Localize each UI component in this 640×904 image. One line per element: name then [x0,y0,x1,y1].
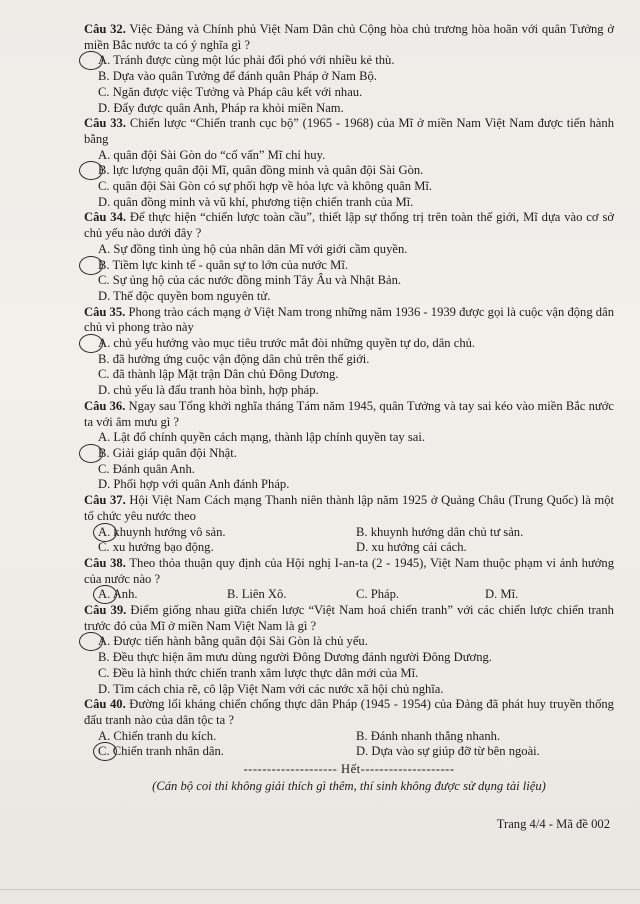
option-c: C. Sự ủng hộ của các nước đồng minh Tây Âu và Nhật Bản. [98,273,402,288]
question-number: Câu 35. [84,304,126,319]
option-a: A. Tránh được cùng một lúc phải đối phó với nhiều kẻ thù. [84,53,614,69]
option-b: B. Đều thực hiện âm mưu dùng người Đông Dương đánh người Đông Dương. [98,650,492,665]
option-b: B. lực lượng quân đội Mĩ, quân đồng minh và quân đội Sài Gòn. [84,163,614,179]
option-d: D. Phối hợp với quân Anh đánh Pháp. [98,477,290,492]
option-a: A. quân đội Sài Gòn do “cố vấn” Mĩ chỉ huy. [98,147,326,162]
question-number: Câu 39. [84,603,127,618]
option-c: C. Pháp. [356,587,400,602]
option-b: B. Liên Xô. [227,587,287,602]
option-a: A. Anh. [98,587,227,603]
option-d: D. Thế độc quyền bom nguyên tử. [98,288,271,303]
scan-edge-divider [0,889,640,890]
option-a: A. Được tiến hành bằng quân đội Sài Gòn là chủ yếu. [84,634,614,650]
question-37 [84,493,614,556]
option-b: B. Tiềm lực kinh tế - quân sự to lớn của nước Mĩ. [84,258,614,274]
option-d: D. Đẩy được quân Anh, Pháp ra khỏi miền Nam. [98,100,344,115]
option-a: A. Sự đồng tình ủng hộ của nhân dân Mĩ với giới cầm quyền. [98,241,408,256]
question-stem: Đường lối kháng chiến chống thực dân Pháp (1945 - 1954) của Đảng đã phát huy truyền thống đấu tranh nào của dân tộc ta ? [84,697,614,727]
option-c: C. đã thành lập Mặt trận Dân chủ Đông Dương. [98,367,339,382]
question-number: Câu 38. [84,555,126,570]
exam-note: (Cán bộ coi thi không giải thích gì thêm, thí sinh không được sử dụng tài liệu) [152,778,546,793]
option-d: D. xu hướng cải cách. [356,540,467,555]
question-33 [84,116,614,210]
option-d: D. Mĩ. [485,587,519,602]
option-c: C. quân đội Sài Gòn có sự phối hợp về hỏa lực và không quân Mĩ. [98,179,433,194]
option-d: D. Dựa vào sự giúp đỡ từ bên ngoài. [356,744,540,759]
question-40 [84,697,614,760]
option-b: B. Giải giáp quân đội Nhật. [84,446,614,462]
page-footer: Trang 4/4 - Mã đề 002 [496,817,610,831]
question-34 [84,210,614,304]
option-c: C. Đều là hình thức chiến tranh xâm lược thực dân mới của Mĩ. [98,665,419,680]
question-stem: Điểm giống nhau giữa chiến lược “Việt Nam hoá chiến tranh” với các chiến lược chiến tranh trước đó của Mĩ ở miền Nam Việt Nam là gì ? [84,603,614,633]
option-a: A. khuynh hướng vô sản. [98,525,356,541]
option-b: B. đã hưởng ứng cuộc vận động dân chủ trên thế giới. [98,351,370,366]
option-c: C. xu hướng bạo động. [98,540,214,555]
option-a: A. chủ yếu hướng vào mục tiêu trước mắt đòi những quyền tự do, dân chủ. [84,336,614,352]
option-b: B. Đánh nhanh thắng nhanh. [356,728,501,743]
question-35 [84,305,614,399]
question-number: Câu 33. [84,116,126,131]
question-stem: Để thực hiện “chiến lược toàn cầu”, thiết lập sự thống trị trên toàn thế giới, Mĩ dựa vào cơ sở chủ yếu nào dưới đây ? [84,210,615,241]
question-number: Câu 34. [84,210,127,225]
option-b: B. khuynh hướng dân chủ tư sản. [356,524,524,539]
question-stem: Hội Việt Nam Cách mạng Thanh niên thành lập năm 1925 ở Quảng Châu (Trung Quốc) là một tổ chức yêu nước theo [84,493,614,523]
exam-content [84,22,614,794]
question-stem: Theo thỏa thuận quy định của Hội nghị I-an-ta (2 - 1945), Việt Nam thuộc phạm vi ảnh hưởng của nước nào ? [84,555,614,586]
question-32 [84,22,614,116]
question-stem: Ngay sau Tổng khởi nghĩa tháng Tám năm 1945, quân Tưởng và tay sai kéo vào miền Bắc nước ta với âm mưu gì ? [84,398,614,429]
question-39 [84,603,614,697]
question-number: Câu 37. [84,493,126,508]
option-c: C. Ngăn được việc Tưởng và Pháp câu kết với nhau. [98,84,363,99]
end-marker: -------------------- Hết-------------------- [243,762,455,777]
option-d: D. chủ yếu là đấu tranh hòa bình, hợp pháp. [98,383,319,398]
option-d: D. Tìm cách chia rẽ, cô lập Việt Nam với các nước xã hội chủ nghĩa. [98,681,444,696]
option-c: C. Chiến tranh nhân dân. [98,744,356,760]
question-number: Câu 40. [84,697,126,712]
question-stem: Chiến lược “Chiến tranh cục bộ” (1965 - 1968) của Mĩ ở miền Nam Việt Nam được tiến hành bằng [84,116,614,146]
question-38 [84,556,614,603]
question-number: Câu 36. [84,398,126,413]
option-b: B. Dựa vào quân Tưởng để đánh quân Pháp ở Nam Bộ. [98,69,377,84]
option-d: D. quân đồng minh và vũ khí, phương tiện chiến tranh của Mĩ. [98,194,414,209]
question-stem: Phong trào cách mạng ở Việt Nam trong những năm 1936 - 1939 được gọi là cuộc vận động dân chủ vì phong trào này [84,304,614,335]
question-stem: Việc Đảng và Chính phủ Việt Nam Dân chủ Cộng hòa chủ trương hòa hoãn với quân Tưởng ở miền Bắc nước ta có ý nghĩa gì ? [84,22,614,52]
question-number: Câu 32. [84,22,126,36]
question-36 [84,399,614,493]
option-c: C. Đánh quân Anh. [98,461,195,476]
option-a: A. Chiến tranh du kích. [98,728,217,743]
option-a: A. Lật đổ chính quyền cách mạng, thành lập chính quyền tay sai. [98,430,425,445]
